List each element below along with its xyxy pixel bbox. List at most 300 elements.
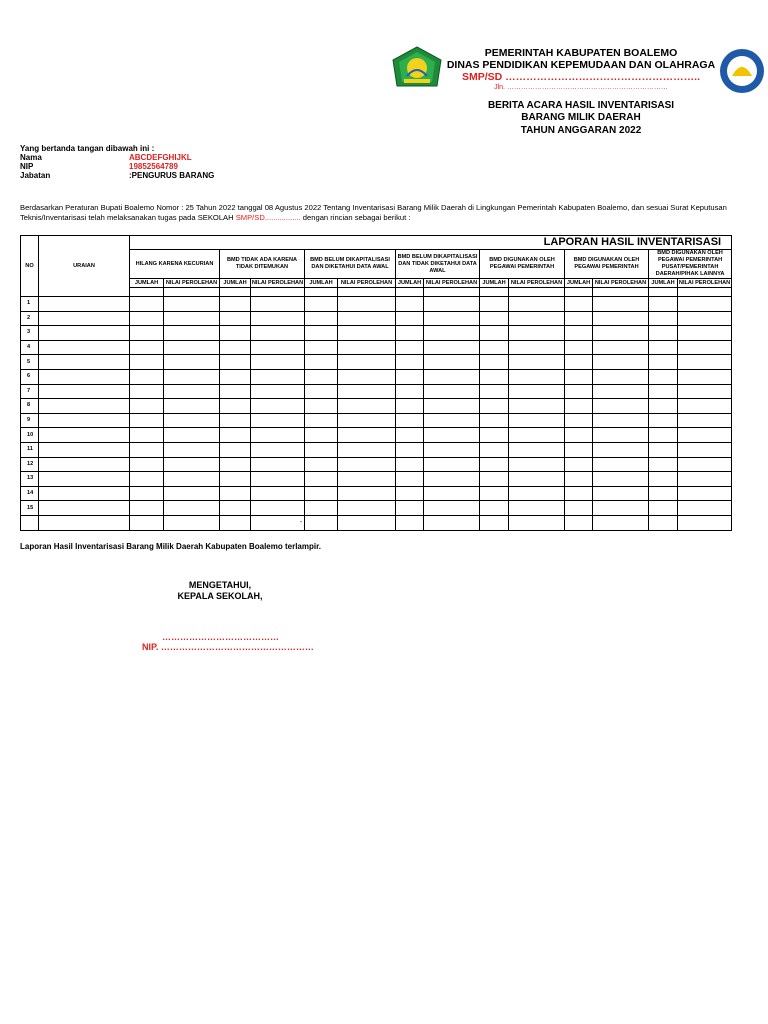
group-header: BMD DIGUNAKAN OLEH PEGAWAI PEMERINTAH [480, 250, 565, 279]
table-cell [480, 457, 509, 472]
table-cell [424, 369, 480, 384]
table-cell [39, 413, 130, 428]
row-number: 2 [21, 311, 39, 326]
table-cell [130, 515, 164, 530]
table-cell [39, 384, 130, 399]
table-cell [305, 457, 338, 472]
table-cell [396, 288, 424, 297]
inventory-table [20, 235, 732, 531]
row-number: 5 [21, 355, 39, 370]
table-cell [509, 326, 565, 341]
table-cell [396, 413, 424, 428]
table-cell [509, 288, 565, 297]
table-cell [565, 457, 593, 472]
table-cell [678, 369, 732, 384]
table-cell [338, 428, 396, 443]
table-row [21, 326, 732, 341]
table-cell [509, 442, 565, 457]
principal-nip: NIP. …………………………………………… [142, 642, 314, 652]
row-number: 14 [21, 486, 39, 501]
col-no: NO [21, 236, 39, 297]
table-cell [39, 472, 130, 487]
table-cell [424, 428, 480, 443]
table-cell [396, 399, 424, 414]
tut-wuri-handayani-logo-icon [712, 46, 768, 96]
table-cell [338, 355, 396, 370]
table-cell [396, 355, 424, 370]
signatory-intro: Yang bertanda tangan dibawah ini : [20, 144, 155, 153]
table-cell [220, 501, 251, 516]
table-cell [338, 340, 396, 355]
table-cell [509, 472, 565, 487]
table-cell [480, 501, 509, 516]
acknowledged-label: MENGETAHUI, [188, 580, 252, 590]
row-number: 8 [21, 399, 39, 414]
table-row [21, 501, 732, 516]
table-cell [424, 442, 480, 457]
table-cell [593, 515, 649, 530]
table-cell [251, 340, 305, 355]
table-cell [424, 399, 480, 414]
table-cell [396, 442, 424, 457]
group-header: BMD BELUM DIKAPITALISASI DAN TIDAK DIKETAHUI DATA AWAL [396, 250, 480, 279]
table-cell [509, 399, 565, 414]
table-cell [480, 297, 509, 312]
table-cell [509, 486, 565, 501]
table-cell [305, 501, 338, 516]
attachment-note: Laporan Hasil Inventarisasi Barang Milik Daerah Kabupaten Boalemo terlampir. [20, 542, 321, 551]
table-row [21, 297, 732, 312]
subcol-nilai-perolehan: NILAI PEROLEHAN [678, 279, 731, 286]
table-cell [649, 311, 678, 326]
table-cell [396, 369, 424, 384]
table-cell [130, 340, 164, 355]
jabatan-value: :PENGURUS BARANG [129, 171, 215, 180]
table-cell [220, 288, 251, 297]
table-cell [39, 297, 130, 312]
table-cell [649, 428, 678, 443]
table-cell [396, 311, 424, 326]
table-cell [565, 501, 593, 516]
group-header: BMD TIDAK ADA KARENA TIDAK DITEMUKAN [220, 250, 305, 279]
table-cell [164, 340, 220, 355]
table-cell [396, 384, 424, 399]
table-cell [251, 442, 305, 457]
table-row [21, 457, 732, 472]
table-cell [424, 515, 480, 530]
table-cell [338, 384, 396, 399]
table-cell [305, 311, 338, 326]
table-cell [565, 297, 593, 312]
table-cell [338, 472, 396, 487]
table-cell [480, 428, 509, 443]
table-cell [678, 472, 732, 487]
table-cell [396, 340, 424, 355]
table-cell [509, 384, 565, 399]
table-cell [251, 355, 305, 370]
table-cell [424, 311, 480, 326]
table-cell [305, 369, 338, 384]
table-cell [396, 297, 424, 312]
table-cell [678, 326, 732, 341]
table-row [21, 369, 732, 384]
table-cell [39, 442, 130, 457]
principal-title: KEPALA SEKOLAH, [177, 591, 263, 601]
table-cell [649, 472, 678, 487]
table-cell [220, 297, 251, 312]
table-row [21, 399, 732, 414]
table-cell [220, 384, 251, 399]
table-cell [678, 355, 732, 370]
table-cell [39, 369, 130, 384]
table-cell [251, 472, 305, 487]
table-cell [220, 486, 251, 501]
table-cell [678, 486, 732, 501]
table-cell [509, 515, 565, 530]
group-header: BMD BELUM DIKAPITALISASI DAN DIKETAHUI DATA AWAL [305, 250, 396, 279]
table-cell [220, 428, 251, 443]
subcol-jumlah: JUMLAH [130, 279, 164, 288]
table-cell [220, 311, 251, 326]
table-cell [338, 486, 396, 501]
table-cell [338, 311, 396, 326]
table-cell [593, 288, 649, 297]
table-cell [678, 384, 732, 399]
table-cell [39, 486, 130, 501]
table-cell [480, 413, 509, 428]
table-cell [649, 486, 678, 501]
table-cell [39, 515, 130, 530]
table-cell [164, 311, 220, 326]
row-number: 15 [21, 501, 39, 516]
table-cell [251, 413, 305, 428]
table-cell [678, 399, 732, 414]
table-cell [305, 384, 338, 399]
table-cell [509, 340, 565, 355]
table-cell [220, 399, 251, 414]
table-cell [396, 486, 424, 501]
row-number: 3 [21, 326, 39, 341]
nip-value: 19852564789 [129, 162, 178, 171]
table-cell [649, 457, 678, 472]
table-cell [305, 413, 338, 428]
table-cell [424, 457, 480, 472]
table-cell [251, 457, 305, 472]
table-cell [565, 413, 593, 428]
jabatan-label: Jabatan [20, 171, 51, 180]
table-cell [305, 297, 338, 312]
table-cell [678, 288, 732, 297]
table-cell [480, 326, 509, 341]
table-cell [164, 457, 220, 472]
table-row [21, 340, 732, 355]
group-header: BMD DIGUNAKAN OLEH PEGAWAI PEMERINTAH PUSAT/PEMERINTAH DAERAH/PIHAK LAINNYA [649, 250, 732, 279]
table-cell [593, 472, 649, 487]
table-cell [593, 399, 649, 414]
table-row [21, 472, 732, 487]
table-cell [593, 326, 649, 341]
table-cell [338, 413, 396, 428]
row-number: 12 [21, 457, 39, 472]
table-cell [220, 472, 251, 487]
paragraph-school: SMP/SD................. [235, 213, 301, 222]
table-cell [305, 326, 338, 341]
table-cell [565, 384, 593, 399]
table-cell [39, 399, 130, 414]
principal-name: ………………………………… [162, 632, 279, 642]
group-header: HILANG KARENA KECURIAN [130, 250, 220, 279]
table-cell [565, 369, 593, 384]
table-row [21, 355, 732, 370]
nama-value: ABCDEFGHIJKL [129, 153, 192, 162]
subcol-nilai-perolehan: NILAI PEROLEHAN [164, 279, 220, 288]
table-cell [649, 399, 678, 414]
table-cell [593, 384, 649, 399]
table-cell [480, 486, 509, 501]
table-cell [338, 369, 396, 384]
table-cell [565, 355, 593, 370]
table-cell [130, 326, 164, 341]
table-cell [251, 326, 305, 341]
table-cell [396, 457, 424, 472]
table-cell [678, 457, 732, 472]
table-cell [251, 311, 305, 326]
table-cell [164, 486, 220, 501]
table-cell [130, 355, 164, 370]
table-cell [565, 288, 593, 297]
table-row [21, 486, 732, 501]
table-cell [678, 297, 732, 312]
table-cell [164, 428, 220, 443]
table-cell [509, 413, 565, 428]
table-row [21, 311, 732, 326]
table-cell [509, 457, 565, 472]
table-cell [39, 355, 130, 370]
table-cell [39, 428, 130, 443]
table-cell [396, 515, 424, 530]
subcol-nilai-perolehan: NILAI PEROLEHAN [593, 279, 649, 288]
table-cell [480, 288, 509, 297]
table-cell [565, 442, 593, 457]
table-cell [164, 326, 220, 341]
table-cell [39, 311, 130, 326]
table-cell [338, 442, 396, 457]
table-cell [164, 442, 220, 457]
table-cell [649, 297, 678, 312]
table-cell [565, 326, 593, 341]
table-cell [396, 326, 424, 341]
table-cell [509, 428, 565, 443]
table-row [21, 428, 732, 443]
table-cell [593, 457, 649, 472]
table-cell [649, 369, 678, 384]
table-cell [593, 413, 649, 428]
header-school: SMP/SD ……………………………………………….. [461, 71, 700, 83]
table-cell [424, 288, 480, 297]
table-cell [164, 413, 220, 428]
table-cell [565, 399, 593, 414]
subcol-jumlah: JUMLAH [220, 279, 251, 288]
table-cell [678, 442, 732, 457]
table-cell [338, 457, 396, 472]
paragraph-text: Berdasarkan Peraturan Bupati Boalemo Nomor : 25 Tahun 2022 tanggal 08 Agustus 2022 Tentang Inventarisasi Barang Milik Daerah di Lingkungan Pemerintah Kabupaten Boalemo, dan sesuai Surat Keputusan Teknis/Inventarisasi telah melaksanakan tugas pada SEKOLAH [20, 203, 727, 222]
table-cell [130, 384, 164, 399]
subcol-nilai-perolehan: NILAI PEROLEHAN [509, 279, 565, 288]
table-cell [509, 297, 565, 312]
table-cell [593, 340, 649, 355]
table-cell [220, 340, 251, 355]
table-cell [338, 288, 396, 297]
table-cell [164, 288, 220, 297]
doc-title-line2: BARANG MILIK DAERAH [521, 112, 641, 123]
row-number: 13 [21, 472, 39, 487]
table-cell [305, 355, 338, 370]
table-cell [251, 297, 305, 312]
table-cell [130, 311, 164, 326]
table-cell [164, 472, 220, 487]
table-cell [305, 442, 338, 457]
table-cell [338, 297, 396, 312]
table-cell [220, 355, 251, 370]
row-number: 10 [21, 428, 39, 443]
table-cell [164, 384, 220, 399]
table-cell [164, 297, 220, 312]
table-cell [649, 515, 678, 530]
group-header: BMD DIGUNAKAN OLEH PEGAWAI PEMERINTAH [565, 250, 649, 279]
table-cell [130, 297, 164, 312]
table-cell [424, 326, 480, 341]
table-cell [424, 340, 480, 355]
table-cell [678, 501, 732, 516]
table-cell [509, 311, 565, 326]
table-cell [480, 355, 509, 370]
subcol-nilai-perolehan: NILAI PEROLEHAN [338, 279, 396, 288]
row-number: 6 [21, 369, 39, 384]
table-cell [649, 355, 678, 370]
table-cell [480, 472, 509, 487]
table-cell [130, 369, 164, 384]
table-cell [509, 355, 565, 370]
table-cell [396, 428, 424, 443]
table-cell [251, 369, 305, 384]
table-cell [565, 515, 593, 530]
basis-paragraph [20, 203, 735, 223]
table-cell [220, 442, 251, 457]
table-cell [130, 457, 164, 472]
table-cell [305, 288, 338, 297]
table-cell [130, 288, 164, 297]
table-cell [39, 501, 130, 516]
table-cell [220, 369, 251, 384]
subcol-nilai-perolehan: NILAI PEROLEHAN [424, 279, 480, 288]
table-cell [480, 442, 509, 457]
table-cell [164, 501, 220, 516]
table-cell [649, 340, 678, 355]
table-cell [593, 369, 649, 384]
doc-title-line3: TAHUN ANGGARAN 2022 [520, 125, 642, 136]
table-cell [649, 442, 678, 457]
table-row [21, 515, 732, 530]
table-cell [649, 501, 678, 516]
table-cell [565, 340, 593, 355]
row-number: 1 [21, 297, 39, 312]
table-cell [678, 413, 732, 428]
table-cell [424, 472, 480, 487]
table-cell [593, 297, 649, 312]
table-cell [251, 486, 305, 501]
table-cell [565, 311, 593, 326]
table-cell [305, 486, 338, 501]
table-cell [338, 399, 396, 414]
table-title: LAPORAN HASIL INVENTARISASI [130, 236, 732, 250]
table-cell [164, 515, 220, 530]
table-cell [593, 442, 649, 457]
table-cell [424, 355, 480, 370]
table-cell [39, 457, 130, 472]
subcol-jumlah: JUMLAH [396, 279, 424, 288]
table-cell [338, 326, 396, 341]
boalemo-emblem-icon [392, 46, 442, 90]
table-cell [424, 486, 480, 501]
table-cell [480, 311, 509, 326]
table-cell [130, 428, 164, 443]
table-cell [593, 501, 649, 516]
paragraph-tail: dengan rincian sebagai berikut : [300, 213, 411, 222]
row-number [21, 515, 39, 530]
table-row [21, 442, 732, 457]
table-cell [396, 472, 424, 487]
table-cell [305, 515, 338, 530]
table-cell [338, 515, 396, 530]
table-cell [130, 413, 164, 428]
subcol-jumlah: JUMLAH [565, 279, 593, 288]
table-cell [593, 355, 649, 370]
table-cell [649, 384, 678, 399]
table-cell [164, 355, 220, 370]
table-cell [251, 399, 305, 414]
table-cell [130, 486, 164, 501]
header-government: PEMERINTAH KABUPATEN BOALEMO [484, 47, 678, 59]
table-cell [649, 413, 678, 428]
table-cell [424, 501, 480, 516]
col-uraian: URAIAN [39, 236, 130, 297]
table-cell [480, 399, 509, 414]
table-cell [220, 326, 251, 341]
table-cell [251, 384, 305, 399]
table-cell [130, 399, 164, 414]
row-number: 9 [21, 413, 39, 428]
total-mark: - [251, 515, 305, 530]
table-cell [130, 472, 164, 487]
table-cell [678, 340, 732, 355]
table-row [21, 413, 732, 428]
row-number: 4 [21, 340, 39, 355]
row-number: 7 [21, 384, 39, 399]
table-cell [424, 413, 480, 428]
table-cell [39, 340, 130, 355]
nama-label: Nama [20, 153, 42, 162]
row-number: 11 [21, 442, 39, 457]
table-cell [593, 486, 649, 501]
table-cell [396, 501, 424, 516]
table-cell [39, 326, 130, 341]
table-cell [678, 311, 732, 326]
subcol-jumlah: JUMLAH [480, 279, 509, 288]
table-cell [565, 486, 593, 501]
table-cell [220, 413, 251, 428]
table-cell [251, 501, 305, 516]
table-cell [424, 384, 480, 399]
